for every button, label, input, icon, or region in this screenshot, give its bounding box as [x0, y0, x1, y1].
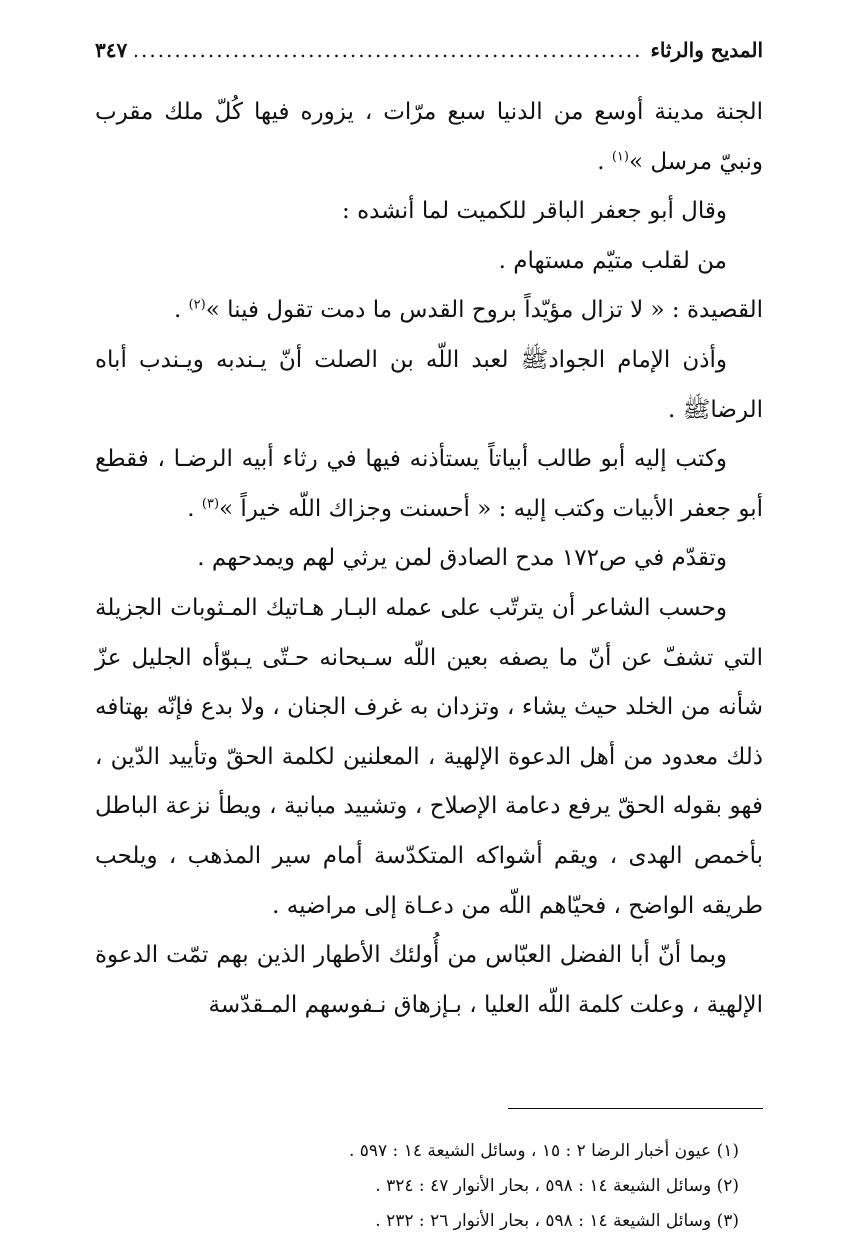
paragraph-1: الجنة مدينة أوسع من الدنيا سبع مرّات ، يزوره فيها كُلّ ملك مقرب ونبيّ مرسل »$^{(١)}$ .	[95, 99, 763, 175]
footnote-ref: (١)	[611, 148, 629, 164]
footnote-divider	[508, 1108, 763, 1109]
footnote-3: (٣) وسائل الشيعة ١٤ : ٥٩٨ ، بحار الأنوار ٢٦ : ٢٣٢ .	[375, 1211, 739, 1231]
running-header	[95, 30, 763, 70]
paragraph-4: وأذن الإمام الجوادﷺ لعبد اللّه بن الصلت أنّ يـندبه ويـندب أباه الرضاﷺ .	[95, 346, 763, 423]
paragraph-7: وحسب الشاعر أن يترتّب على عمله البـار هـاتيك المـثوبات الجزيلة التي تشفّ عن أنّ ما يصفه بعين اللّه سـبحانه حـتّى يـبوّأه الجليل عزّ شأنه من الخلد حيث يشاء ، وتزدان به غرف الجنان ، ولا بدع فإنّه بهتافه ذلك معدود من أهل الدعوة الإلهية ، المعلنين لكلمة الحقّ وتأييد الدّين ، فهو بقوله الحقّ يرفع دعامة الإصلاح ، وتشييد مبانية ، ويطأ نزعة الباطل بأخمص الهدى ، ويقم أشواكه المتكدّسة أمام سير المذهب ، ويلحب طريقه الواضح ، فحيّاهم اللّه من دعـاة إلى مراضيه .	[95, 594, 763, 919]
footnote-2: (٢) وسائل الشيعة ١٤ : ٥٩٨ ، بحار الأنوار ٤٧ : ٣٢٤ .	[375, 1176, 739, 1196]
main-text	[95, 88, 763, 1030]
paragraph-8: وبما أنّ أبا الفضل العبّاس من أُولئك الأطهار الذين بهم تمّت الدعوة الإلهية ، وعلت كلمة اللّه العليا ، بـإزهاق نـفوسهم المـقدّسة	[95, 942, 763, 1018]
footnote-1: (١) عيون أخبار الرضا ٢ : ١٥ ، وسائل الشيعة ١٤ : ٥٩٧ .	[348, 1141, 739, 1161]
page-number: ٣٤٧	[95, 38, 128, 62]
footnote-ref: (٣)	[201, 496, 220, 512]
header-leader-dots	[135, 38, 642, 62]
paragraph-2: وقال أبو جعفر الباقر للكميت لما أنشده :	[342, 198, 727, 225]
book-page	[95, 30, 763, 1230]
poem-first-line: من لقلب متيّم مستهام .	[498, 247, 727, 274]
paragraph-5: وكتب إليه أبو طالب أبياتاً يستأذنه فيها في رثاء أبيه الرضـا ، فقطع أبو جعفر الأبيات وكتب إليه : « أحسنت وجزاك اللّه خيراً »$^{(٣)}$ .	[95, 446, 763, 522]
footnotes	[95, 1134, 763, 1239]
paragraph-6: وتقدّم في ص١٧٢ مدح الصادق لمن يرثي لهم ويمدحهم .	[197, 545, 727, 572]
paragraph-3: القصيدة : « لا تزال مؤيّداً بروح القدس ما دمت تقول فينا »$^{(٢)}$ .	[173, 297, 763, 324]
footnote-ref: (٢)	[188, 297, 206, 313]
running-title: المديح والرثاء	[650, 38, 763, 62]
